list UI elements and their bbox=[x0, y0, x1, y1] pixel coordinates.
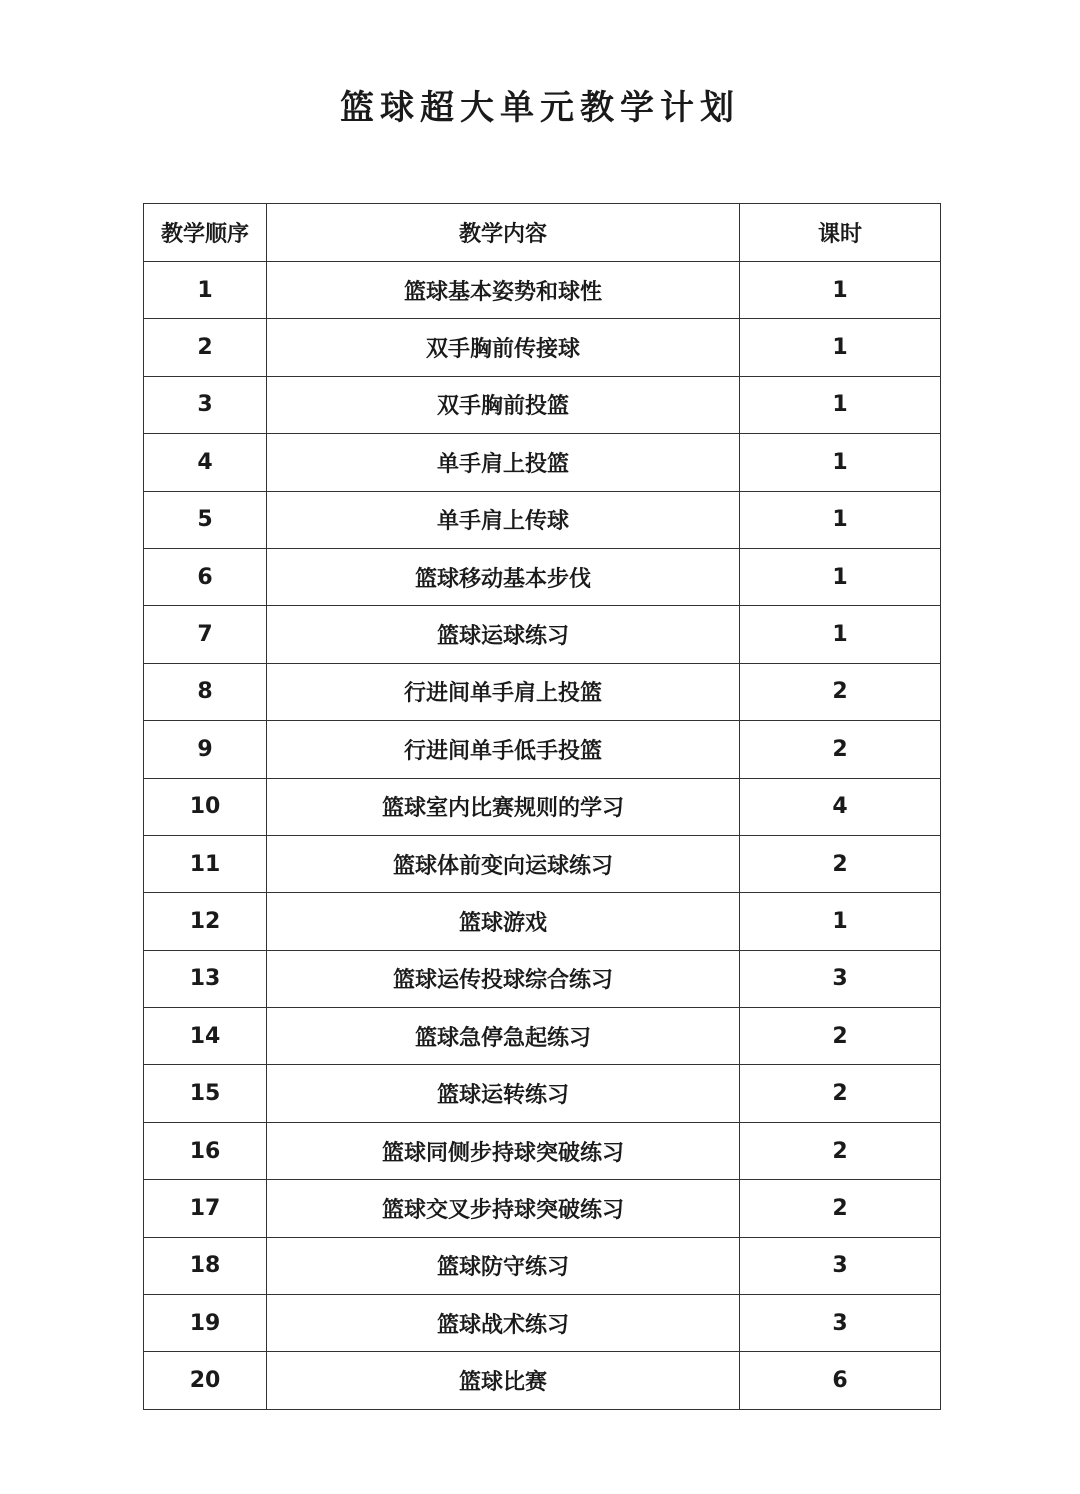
cell-content: 双手胸前传接球 bbox=[267, 319, 740, 376]
cell-content: 篮球游戏 bbox=[267, 893, 740, 950]
cell-order: 13 bbox=[144, 950, 267, 1007]
cell-hours: 4 bbox=[740, 778, 941, 835]
table-row bbox=[144, 893, 941, 950]
table-row bbox=[144, 1180, 941, 1237]
cell-hours: 1 bbox=[740, 262, 941, 319]
cell-hours: 2 bbox=[740, 1008, 941, 1065]
cell-content: 篮球防守练习 bbox=[267, 1237, 740, 1294]
cell-content: 篮球移动基本步伐 bbox=[267, 548, 740, 605]
table-row bbox=[144, 835, 941, 892]
cell-order: 18 bbox=[144, 1237, 267, 1294]
cell-content: 篮球战术练习 bbox=[267, 1295, 740, 1352]
cell-content: 双手胸前投篮 bbox=[267, 376, 740, 433]
header-order: 教学顺序 bbox=[144, 204, 267, 262]
cell-order: 16 bbox=[144, 1122, 267, 1179]
cell-hours: 1 bbox=[740, 606, 941, 663]
table-row bbox=[144, 1237, 941, 1294]
cell-order: 20 bbox=[144, 1352, 267, 1409]
table-row bbox=[144, 1122, 941, 1179]
cell-hours: 2 bbox=[740, 721, 941, 778]
cell-content: 篮球运传投球综合练习 bbox=[267, 950, 740, 1007]
cell-hours: 3 bbox=[740, 1237, 941, 1294]
cell-hours: 3 bbox=[740, 1295, 941, 1352]
table-row bbox=[144, 548, 941, 605]
table-row bbox=[144, 319, 941, 376]
cell-content: 篮球急停急起练习 bbox=[267, 1008, 740, 1065]
table-row bbox=[144, 1065, 941, 1122]
table-row bbox=[144, 434, 941, 491]
cell-content: 篮球同侧步持球突破练习 bbox=[267, 1122, 740, 1179]
cell-order: 5 bbox=[144, 491, 267, 548]
cell-hours: 1 bbox=[740, 434, 941, 491]
cell-hours: 1 bbox=[740, 319, 941, 376]
cell-hours: 1 bbox=[740, 893, 941, 950]
teaching-plan-table bbox=[143, 203, 941, 1410]
cell-content: 篮球交叉步持球突破练习 bbox=[267, 1180, 740, 1237]
cell-hours: 2 bbox=[740, 1122, 941, 1179]
cell-order: 6 bbox=[144, 548, 267, 605]
cell-order: 11 bbox=[144, 835, 267, 892]
cell-order: 4 bbox=[144, 434, 267, 491]
cell-hours: 6 bbox=[740, 1352, 941, 1409]
cell-hours: 1 bbox=[740, 376, 941, 433]
cell-content: 单手肩上投篮 bbox=[267, 434, 740, 491]
table-row bbox=[144, 1352, 941, 1409]
cell-order: 14 bbox=[144, 1008, 267, 1065]
cell-content: 行进间单手低手投篮 bbox=[267, 721, 740, 778]
cell-hours: 2 bbox=[740, 835, 941, 892]
cell-hours: 1 bbox=[740, 491, 941, 548]
cell-order: 9 bbox=[144, 721, 267, 778]
table-row bbox=[144, 1008, 941, 1065]
cell-content: 篮球运球练习 bbox=[267, 606, 740, 663]
header-content: 教学内容 bbox=[267, 204, 740, 262]
table-row bbox=[144, 606, 941, 663]
cell-order: 12 bbox=[144, 893, 267, 950]
cell-content: 单手肩上传球 bbox=[267, 491, 740, 548]
cell-content: 行进间单手肩上投篮 bbox=[267, 663, 740, 720]
table-row bbox=[144, 778, 941, 835]
cell-hours: 2 bbox=[740, 663, 941, 720]
cell-content: 篮球比赛 bbox=[267, 1352, 740, 1409]
cell-content: 篮球基本姿势和球性 bbox=[267, 262, 740, 319]
cell-order: 1 bbox=[144, 262, 267, 319]
cell-order: 10 bbox=[144, 778, 267, 835]
table-row bbox=[144, 376, 941, 433]
page-title: 篮球超大单元教学计划 bbox=[340, 88, 740, 128]
header-hours: 课时 bbox=[740, 204, 941, 262]
cell-hours: 2 bbox=[740, 1065, 941, 1122]
cell-order: 7 bbox=[144, 606, 267, 663]
table-row bbox=[144, 663, 941, 720]
table-row bbox=[144, 1295, 941, 1352]
cell-content: 篮球运转练习 bbox=[267, 1065, 740, 1122]
cell-content: 篮球室内比赛规则的学习 bbox=[267, 778, 740, 835]
cell-order: 3 bbox=[144, 376, 267, 433]
cell-order: 8 bbox=[144, 663, 267, 720]
cell-order: 17 bbox=[144, 1180, 267, 1237]
table-row bbox=[144, 491, 941, 548]
cell-order: 15 bbox=[144, 1065, 267, 1122]
table-row bbox=[144, 262, 941, 319]
cell-hours: 1 bbox=[740, 548, 941, 605]
header-row bbox=[144, 204, 941, 262]
cell-order: 19 bbox=[144, 1295, 267, 1352]
cell-content: 篮球体前变向运球练习 bbox=[267, 835, 740, 892]
table-row bbox=[144, 950, 941, 1007]
table-header bbox=[144, 204, 941, 262]
table-row bbox=[144, 721, 941, 778]
cell-order: 2 bbox=[144, 319, 267, 376]
cell-hours: 2 bbox=[740, 1180, 941, 1237]
cell-hours: 3 bbox=[740, 950, 941, 1007]
table-body bbox=[144, 262, 941, 1410]
